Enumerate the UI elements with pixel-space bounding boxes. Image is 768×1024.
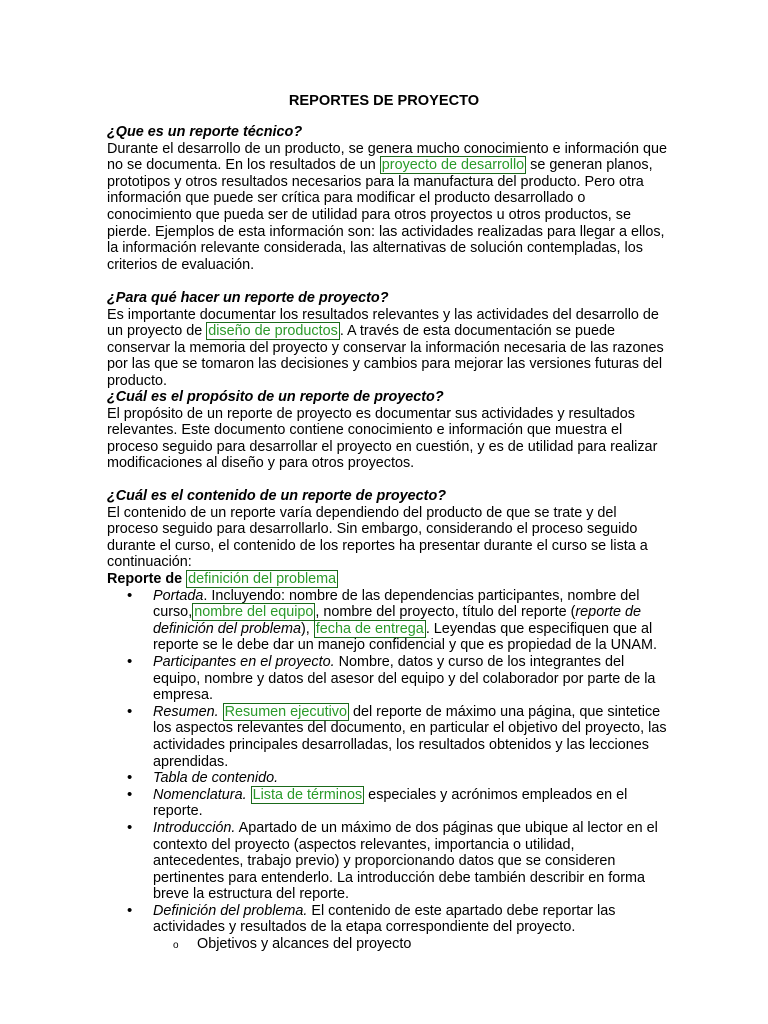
list-item-participantes: • Participantes en el proyecto. Nombre, datos y curso de los integrantes del equipo, nombre y datos del asesor del equipo y del colaborador por parte de la empresa.: [107, 654, 667, 704]
sub-list: [107, 936, 667, 953]
list-item-tabla: • Tabla de contenido.: [107, 770, 667, 787]
document-title: REPORTES DE PROYECTO: [288, 93, 480, 109]
section-que-es: [107, 124, 667, 273]
list-item-resumen: • Resumen. Resumen ejecutivo del reporte de máximo una página, que sintetice los aspectos relevantes del documento, en particular el objetivo del proyecto, las actividades principales desarrolladas, los resultados obtenidos y las lecciones aprendidas.: [107, 704, 667, 770]
section-paragraph: Es importante documentar los resultados relevantes y las actividades del desarrollo de un proyecto de diseño de productos . A través de esta documentación se puede conservar la memoria del proyecto y conservar la información necesaria de las razones por las que se tomaron las decisiones y cambios para mejorar las versiones futuras del producto.: [107, 306, 664, 389]
section-heading: ¿Que es un reporte técnico?: [107, 124, 303, 140]
link-fecha-entrega[interactable]: fecha de entrega: [315, 620, 424, 637]
link-proyecto-desarrollo[interactable]: proyecto de desarrollo: [381, 157, 525, 174]
link-resumen-ejecutivo[interactable]: Resumen ejecutivo: [224, 703, 347, 720]
section-heading: ¿Para qué hacer un reporte de proyecto?: [107, 290, 389, 306]
section-paragraph: El propósito de un reporte de proyecto es documentar sus actividades y resultados relevantes. Este documento contiene conocimiento e información que muestra el proceso seguido para desarrollar el proyecto en cuestión, y es de utilidad para realizar modificaciones al diseño y para otros proyectos.: [107, 405, 658, 472]
link-diseno-productos[interactable]: diseño de productos: [208, 323, 338, 340]
section-heading: ¿Cuál es el contenido de un reporte de proyecto?: [107, 488, 447, 504]
list-item-introduccion: • Introducción. Apartado de un máximo de dos páginas que ubique al lector en el contexto del proyecto (aspectos relevantes, importancia o utilidad, antecedentes, trabajo previo) y proporcionando datos que se consideren pertinentes para entenderlo. La introducción debe también describir en forma breve la estructura del reporte.: [107, 820, 667, 903]
link-nombre-equipo[interactable]: nombre del equipo: [194, 604, 314, 621]
link-lista-terminos[interactable]: Lista de términos: [252, 786, 363, 803]
link-definicion-problema[interactable]: definición del problema: [188, 571, 337, 587]
section-heading: ¿Cuál es el propósito de un reporte de proyecto?: [107, 389, 444, 405]
section-para-que: [107, 290, 667, 390]
section-paragraph: Durante el desarrollo de un producto, se genera mucho conocimiento e información que no se documenta. En los resultados de un proyecto de desarrollo se generan planos, prototipos y otros resultados necesarios para la manufactura del producto. Pero otra información que puede ser crítica para modificar el producto desarrollado o conocimiento que pueda ser de utilidad para otros proyectos u otros productos, se pierde. Ejemplos de esta información son: las actividades realizadas para llegar a ellos, la información relevante considerada, las alternativas de solución contempladas, los criterios de evaluación.: [107, 140, 667, 273]
report-items-list: [107, 588, 667, 953]
section-contenido: [107, 488, 667, 571]
list-item-definicion: • Definición del problema. El contenido de este apartado debe reportar las actividades y resultados de la etapa correspondiente del proyecto. o Objetivos y alcances del proyecto: [107, 903, 667, 953]
sub-list-item: o Objetivos y alcances del proyecto: [107, 936, 667, 953]
list-item-portada: • Portada. Incluyendo: nombre de las dependencias participantes, nombre del curso, nombre del equipo , nombre del proyecto, título del reporte (reporte de definición del problema), fecha de entrega . Leyendas que especifiquen que al reporte se le debe dar un manejo confidencial y que es propiedad de la UNAM.: [107, 588, 667, 654]
section-paragraph: El contenido de un reporte varía dependiendo del producto de que se trate y del proceso seguido para desarrollarlo. Sin embargo, considerando el proceso seguido durante el curso, el contenido de los reportes ha presentar durante el curso se lista a continuación:: [107, 504, 648, 571]
list-item-nomenclatura: • Nomenclatura. Lista de términos especiales y acrónimos empleados en el reporte.: [107, 787, 667, 820]
section-proposito: [107, 389, 667, 472]
report-section: [107, 571, 667, 953]
report-heading: Reporte de definición del problema: [107, 571, 337, 587]
